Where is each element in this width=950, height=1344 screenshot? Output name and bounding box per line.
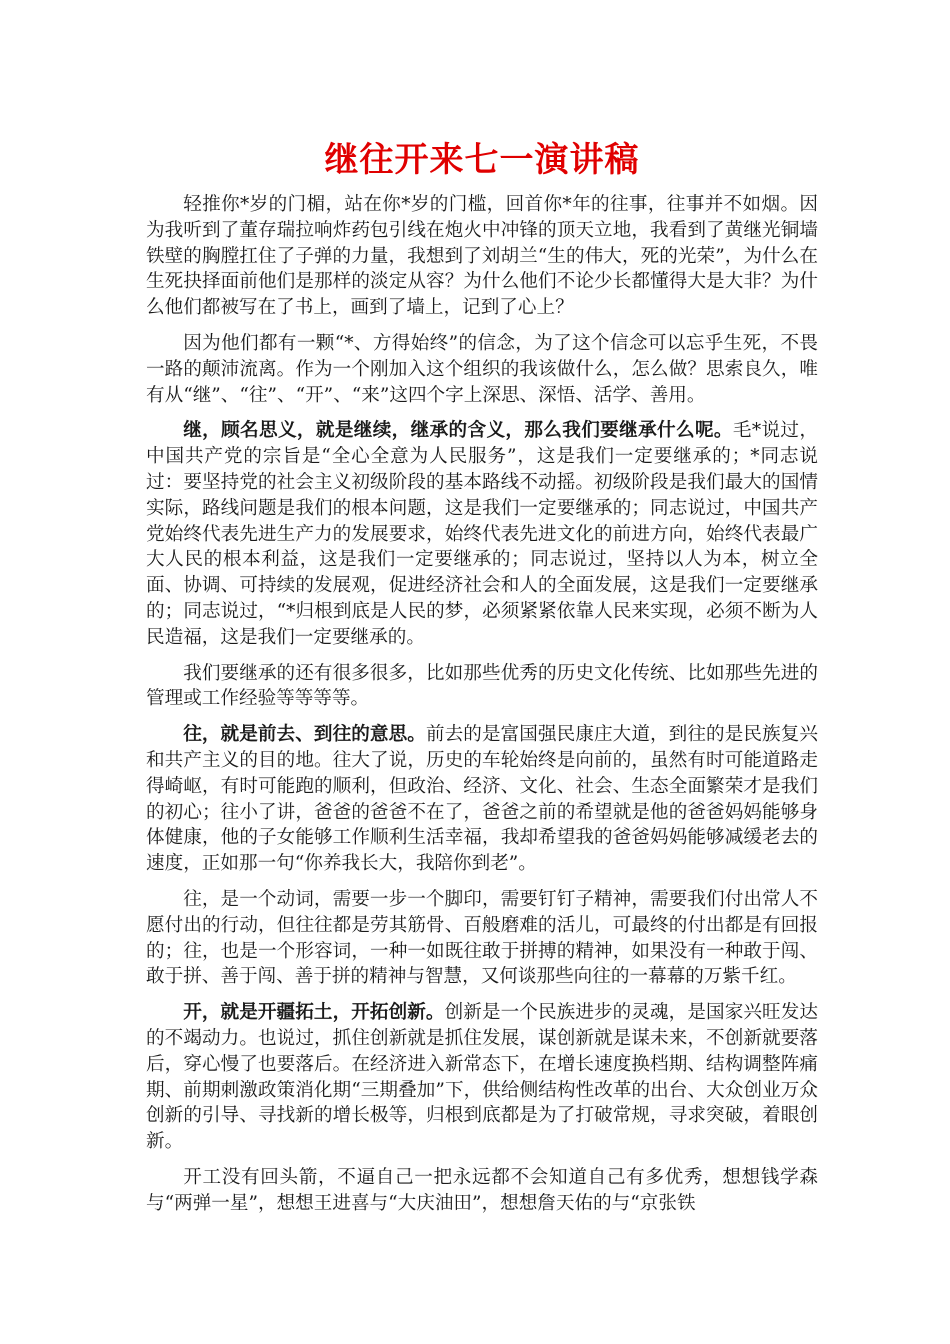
paragraph-1 (146, 192, 818, 321)
document-page (146, 140, 818, 1226)
paragraph-lead: 继，顾名思义，就是继续，继承的含义，那么我们要继承什么呢。 (183, 420, 733, 442)
paragraph-6 (146, 887, 818, 990)
paragraph-lead: 开，就是开疆拓土，开拓创新。 (183, 1002, 445, 1024)
paragraph-8 (146, 1165, 818, 1217)
paragraph-4 (146, 661, 818, 713)
paragraph-text: 开工没有回头箭，不逼自己一把永远都不会知道自己有多优秀，想想钱学森与“两弹一星”，想想王进喜与“大庆油田”，想想詹天佑的与“京张铁 (146, 1166, 818, 1214)
paragraph-lead: 往，就是前去、到往的意思。 (183, 724, 426, 746)
paragraph-text: 我们要继承的还有很多很多，比如那些优秀的历史文化传统、比如那些先进的管理或工作经验等等等等。 (146, 662, 818, 710)
paragraph-2 (146, 331, 818, 408)
document-title: 继往开来七一演讲稿 (324, 140, 640, 180)
paragraph-text: 前去的是富国强民康庄大道，到往的是民族复兴和共产主义的目的地。往大了说，历史的车轮始终是向前的，虽然有时可能道路走得崎岖，有时可能跑的顺利，但政治、经济、文化、社会、生态全面繁荣才是我们的初心；往小了讲，爸爸的爸爸不在了，爸爸之前的希望就是他的爸爸妈妈能够身体健康，他的子女能够工作顺利生活幸福，我却希望我的爸爸妈妈能够减缓老去的速度，正如那一句“你养我长大，我陪你到老”。 (146, 724, 818, 875)
paragraph-text: 毛*说过，中国共产党的宗旨是“全心全意为人民服务”，这是我们一定要继承的；*同志说过：要坚持党的社会主义初级阶段的基本路线不动摇。初级阶段是我们最大的国情实际，路线问题是我们的根本问题，这是我们一定要继承的；同志说过，中国共产党始终代表先进生产力的发展要求，始终代表先进文化的前进方向，始终代表最广大人民的根本利益，这是我们一定要继承的；同志说过，坚持以人为本，树立全面、协调、可持续的发展观，促进经济社会和人的全面发展，这是我们一定要继承的；同志说过，“*归根到底是人民的梦，必须紧紧依靠人民来实现，必须不断为人民造福，这是我们一定要继承的。 (146, 420, 818, 648)
paragraph-text: 创新是一个民族进步的灵魂，是国家兴旺发达的不竭动力。也说过，抓住创新就是抓住发展，谋创新就是谋未来，不创新就要落后，穿心慢了也要落后。在经济进入新常态下，在增长速度换档期、结构调整阵痛期、前期刺激政策消化期“三期叠加”下，供给侧结构性改革的出台、大众创业万众创新的引导、寻找新的增长极等，归根到底都是为了打破常规，寻求突破，着眼创新。 (146, 1002, 818, 1153)
paragraph-text: 往，是一个动词，需要一步一个脚印，需要钉钉子精神，需要我们付出常人不愿付出的行动，但往往都是劳其筋骨、百般磨难的活儿，可最终的付出都是有回报的；往，也是一个形容词，一种一如既往敢于拼搏的精神，如果没有一种敢于闯、敢于拼、善于闯、善于拼的精神与智慧，又何谈那些向往的一幕幕的万紫千红。 (146, 888, 818, 988)
paragraph-text: 轻推你*岁的门楣，站在你*岁的门槛，回首你*年的往事，往事并不如烟。因为我听到了董存瑞拉响炸药包引线在炮火中冲锋的顶天立地，我看到了黄继光铜墙铁壁的胸膛扛住了子弹的力量，我想到了刘胡兰“生的伟大，死的光荣”，为什么在生死抉择面前他们是那样的淡定从容？为什么他们不论少长都懂得大是大非？为什么他们都被写在了书上，画到了墙上，记到了心上？ (146, 194, 818, 319)
paragraph-5 (146, 722, 818, 877)
paragraph-7 (146, 1000, 818, 1155)
paragraph-3 (146, 418, 818, 650)
paragraph-text: 因为他们都有一颗“*、方得始终”的信念，为了这个信念可以忘乎生死，不畏一路的颠沛流离。作为一个刚加入这个组织的我该做什么，怎么做？思索良久，唯有从“继”、“往”、“开”、“来”这四个字上深思、深悟、活学、善用。 (146, 332, 818, 406)
